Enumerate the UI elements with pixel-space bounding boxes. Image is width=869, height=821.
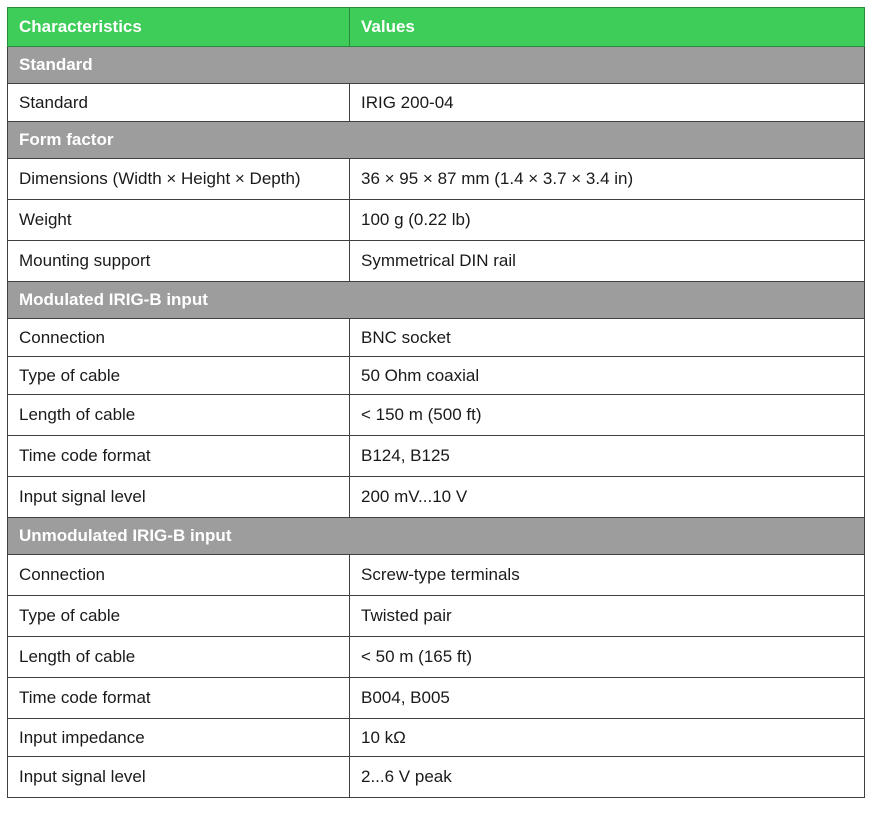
row-label: Input impedance <box>8 719 350 757</box>
row-value: B004, B005 <box>350 678 865 719</box>
table-row <box>8 596 865 637</box>
row-value: 10 kΩ <box>350 719 865 757</box>
table-row <box>8 757 865 798</box>
row-value: 2...6 V peak <box>350 757 865 798</box>
section-header-standard <box>8 47 865 84</box>
header-characteristics: Characteristics <box>8 8 350 47</box>
row-label: Time code format <box>8 678 350 719</box>
table-row <box>8 678 865 719</box>
row-value: 36 × 95 × 87 mm (1.4 × 3.7 × 3.4 in) <box>350 159 865 200</box>
row-label: Type of cable <box>8 596 350 637</box>
row-label: Type of cable <box>8 357 350 395</box>
row-value: B124, B125 <box>350 436 865 477</box>
section-header-unmodulated-irig-b <box>8 518 865 555</box>
row-value: < 150 m (500 ft) <box>350 395 865 436</box>
table-row <box>8 241 865 282</box>
row-label: Standard <box>8 84 350 122</box>
table-row <box>8 719 865 757</box>
table-row <box>8 436 865 477</box>
section-title: Form factor <box>8 122 865 159</box>
section-title: Unmodulated IRIG-B input <box>8 518 865 555</box>
row-label: Length of cable <box>8 637 350 678</box>
row-value: < 50 m (165 ft) <box>350 637 865 678</box>
table-row <box>8 200 865 241</box>
row-value: 50 Ohm coaxial <box>350 357 865 395</box>
row-label: Length of cable <box>8 395 350 436</box>
characteristics-table <box>7 7 865 798</box>
row-value: 100 g (0.22 lb) <box>350 200 865 241</box>
row-label: Connection <box>8 555 350 596</box>
table-row <box>8 477 865 518</box>
table-row <box>8 395 865 436</box>
table-row <box>8 637 865 678</box>
row-label: Input signal level <box>8 757 350 798</box>
table-row <box>8 319 865 357</box>
table-row <box>8 357 865 395</box>
row-value: 200 mV...10 V <box>350 477 865 518</box>
section-title: Modulated IRIG-B input <box>8 282 865 319</box>
section-title: Standard <box>8 47 865 84</box>
table-row <box>8 159 865 200</box>
header-values: Values <box>350 8 865 47</box>
row-value: Symmetrical DIN rail <box>350 241 865 282</box>
row-label: Connection <box>8 319 350 357</box>
section-header-modulated-irig-b <box>8 282 865 319</box>
table-header-row <box>8 8 865 47</box>
row-value: Twisted pair <box>350 596 865 637</box>
row-label: Dimensions (Width × Height × Depth) <box>8 159 350 200</box>
table-row <box>8 84 865 122</box>
row-value: IRIG 200-04 <box>350 84 865 122</box>
section-header-form-factor <box>8 122 865 159</box>
row-label: Time code format <box>8 436 350 477</box>
row-label: Weight <box>8 200 350 241</box>
row-label: Input signal level <box>8 477 350 518</box>
table-row <box>8 555 865 596</box>
row-value: Screw-type terminals <box>350 555 865 596</box>
row-value: BNC socket <box>350 319 865 357</box>
row-label: Mounting support <box>8 241 350 282</box>
